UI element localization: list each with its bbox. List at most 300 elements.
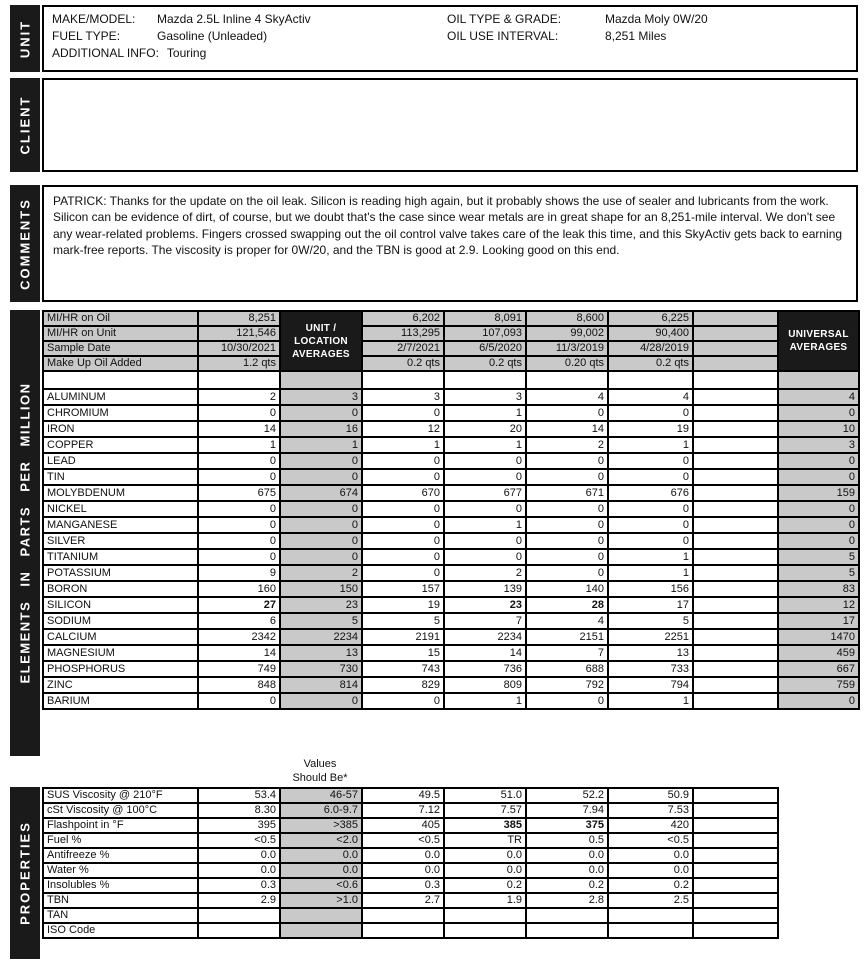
element-history-value: 2191 <box>362 629 444 645</box>
property-history-value: 0.0 <box>444 848 526 863</box>
element-universal-average: 0 <box>778 533 859 549</box>
info-history-value: 11/3/2019 <box>526 341 608 356</box>
element-history-value: 0 <box>608 533 693 549</box>
element-history-value: 676 <box>608 485 693 501</box>
element-name: TITANIUM <box>43 549 198 565</box>
element-history-value: 0 <box>526 469 608 485</box>
element-name: TIN <box>43 469 198 485</box>
element-history-value: 0 <box>362 453 444 469</box>
property-history-value: 49.5 <box>362 788 444 803</box>
element-unit-location-average: 730 <box>280 661 362 677</box>
element-row <box>43 661 859 677</box>
property-should-be-value: 6.0-9.7 <box>280 803 362 818</box>
element-name: LEAD <box>43 453 198 469</box>
element-history-value: 0 <box>608 469 693 485</box>
property-history-value: 0.0 <box>608 863 693 878</box>
element-unit-location-average: 0 <box>280 405 362 421</box>
element-history-value: 1 <box>444 437 526 453</box>
element-current-value: 2342 <box>198 629 280 645</box>
info-history-value: 2/7/2021 <box>362 341 444 356</box>
element-history-value: 0 <box>362 469 444 485</box>
spacer-cell <box>693 405 778 421</box>
element-unit-location-average: 2234 <box>280 629 362 645</box>
element-history-value: 15 <box>362 645 444 661</box>
element-history-value: 0 <box>526 501 608 517</box>
property-row <box>43 923 778 938</box>
property-history-value <box>362 923 444 938</box>
element-history-value: 19 <box>362 597 444 613</box>
element-history-value: 12 <box>362 421 444 437</box>
element-history-value: 19 <box>608 421 693 437</box>
spacer-cell <box>693 788 778 803</box>
comments-section <box>10 185 858 302</box>
element-current-value: 675 <box>198 485 280 501</box>
property-row <box>43 893 778 908</box>
element-current-value: 27 <box>198 597 280 613</box>
element-row <box>43 405 859 421</box>
element-history-value: 1 <box>608 549 693 565</box>
spacer-cell <box>526 371 608 389</box>
property-row <box>43 878 778 893</box>
property-history-value: 2.5 <box>608 893 693 908</box>
element-row <box>43 693 859 709</box>
element-current-value: 14 <box>198 645 280 661</box>
element-universal-average: 459 <box>778 645 859 661</box>
property-history-value: 51.0 <box>444 788 526 803</box>
property-history-value <box>608 908 693 923</box>
info-history-value: 6/5/2020 <box>444 341 526 356</box>
element-history-value: 0 <box>608 501 693 517</box>
spacer-cell <box>693 878 778 893</box>
element-history-value: 736 <box>444 661 526 677</box>
property-current-value: <0.5 <box>198 833 280 848</box>
element-history-value: 0 <box>444 533 526 549</box>
property-history-value: 0.0 <box>444 863 526 878</box>
info-row-label: Sample Date <box>43 341 198 356</box>
property-history-value: 0.0 <box>526 863 608 878</box>
property-name: Water % <box>43 863 198 878</box>
info-current-value: 121,546 <box>198 326 280 341</box>
element-row <box>43 597 859 613</box>
element-history-value: 792 <box>526 677 608 693</box>
spacer-row <box>43 371 859 389</box>
property-history-value: 0.0 <box>362 848 444 863</box>
make-model-label: MAKE/MODEL: <box>52 12 136 26</box>
spacer-cell <box>608 371 693 389</box>
unit-section-bar <box>10 5 40 72</box>
spacer-cell <box>693 565 778 581</box>
element-history-value: 5 <box>608 613 693 629</box>
elements-section-title: ELEMENTS IN PARTS PER MILLION <box>17 382 33 684</box>
element-universal-average: 17 <box>778 613 859 629</box>
info-history-value: 90,400 <box>608 326 693 341</box>
element-name: ALUMINUM <box>43 389 198 405</box>
element-name: SILVER <box>43 533 198 549</box>
element-unit-location-average: 3 <box>280 389 362 405</box>
property-should-be-value: 0.0 <box>280 863 362 878</box>
element-unit-location-average: 13 <box>280 645 362 661</box>
element-current-value: 2 <box>198 389 280 405</box>
element-history-value: 1 <box>444 405 526 421</box>
element-current-value: 0 <box>198 405 280 421</box>
element-universal-average: 3 <box>778 437 859 453</box>
element-name: BARIUM <box>43 693 198 709</box>
property-should-be-value: 0.0 <box>280 848 362 863</box>
element-name: COPPER <box>43 437 198 453</box>
spacer-cell <box>280 371 362 389</box>
elements-table <box>42 310 860 710</box>
property-history-value: TR <box>444 833 526 848</box>
universal-averages-header: UNIVERSAL AVERAGES <box>778 311 859 371</box>
element-universal-average: 0 <box>778 693 859 709</box>
property-row <box>43 788 778 803</box>
element-history-value: 156 <box>608 581 693 597</box>
spacer-cell <box>693 581 778 597</box>
property-row <box>43 818 778 833</box>
element-universal-average: 0 <box>778 469 859 485</box>
property-history-value <box>526 908 608 923</box>
element-history-value: 0 <box>526 565 608 581</box>
property-current-value: 0.0 <box>198 848 280 863</box>
spacer-cell <box>693 517 778 533</box>
client-section <box>10 78 858 172</box>
spacer-cell <box>693 818 778 833</box>
element-history-value: 0 <box>526 693 608 709</box>
element-unit-location-average: 0 <box>280 517 362 533</box>
element-history-value: 0 <box>526 549 608 565</box>
info-history-value: 0.2 qts <box>444 356 526 371</box>
info-history-value: 0.2 qts <box>362 356 444 371</box>
element-unit-location-average: 2 <box>280 565 362 581</box>
property-history-value: 385 <box>444 818 526 833</box>
info-history-value: 99,002 <box>526 326 608 341</box>
property-history-value <box>444 923 526 938</box>
oil-type-value: Mazda Moly 0W/20 <box>605 12 708 26</box>
element-history-value: 1 <box>444 693 526 709</box>
values-note-line1: Values <box>303 758 337 770</box>
element-current-value: 0 <box>198 469 280 485</box>
element-history-value: 0 <box>608 517 693 533</box>
spacer-cell <box>693 421 778 437</box>
info-history-value: 6,202 <box>362 311 444 326</box>
property-row <box>43 908 778 923</box>
element-history-value: 0 <box>362 533 444 549</box>
property-history-value: 7.57 <box>444 803 526 818</box>
element-history-value: 0 <box>362 549 444 565</box>
element-current-value: 0 <box>198 533 280 549</box>
element-history-value: 2 <box>526 437 608 453</box>
element-history-value: 733 <box>608 661 693 677</box>
element-history-value: 677 <box>444 485 526 501</box>
property-should-be-value: <2.0 <box>280 833 362 848</box>
spacer-cell <box>693 389 778 405</box>
element-history-value: 140 <box>526 581 608 597</box>
element-unit-location-average: 0 <box>280 533 362 549</box>
element-history-value: 0 <box>444 453 526 469</box>
properties-section <box>10 787 858 959</box>
property-name: ISO Code <box>43 923 198 938</box>
spacer-cell <box>693 848 778 863</box>
comments-section-bar <box>10 185 40 302</box>
element-unit-location-average: 5 <box>280 613 362 629</box>
element-history-value: 809 <box>444 677 526 693</box>
additional-info-label: ADDITIONAL INFO: <box>52 46 159 60</box>
property-history-value: 7.94 <box>526 803 608 818</box>
info-history-value: 0.2 qts <box>608 356 693 371</box>
unit-row-3 <box>44 46 856 63</box>
element-history-value: 671 <box>526 485 608 501</box>
property-history-value: 0.2 <box>608 878 693 893</box>
element-name: ZINC <box>43 677 198 693</box>
element-history-value: 688 <box>526 661 608 677</box>
property-current-value: 0.0 <box>198 863 280 878</box>
element-history-value: 0 <box>608 453 693 469</box>
property-history-value: 0.2 <box>526 878 608 893</box>
property-current-value: 8.30 <box>198 803 280 818</box>
element-history-value: 7 <box>526 645 608 661</box>
property-should-be-value: 46-57 <box>280 788 362 803</box>
property-should-be-value <box>280 908 362 923</box>
spacer-cell <box>693 469 778 485</box>
element-name: IRON <box>43 421 198 437</box>
element-name: MANGANESE <box>43 517 198 533</box>
property-history-value: <0.5 <box>608 833 693 848</box>
element-history-value: 0 <box>362 565 444 581</box>
info-history-value: 8,091 <box>444 311 526 326</box>
values-note-line2: Should Be* <box>292 772 348 784</box>
element-universal-average: 5 <box>778 565 859 581</box>
element-current-value: 0 <box>198 693 280 709</box>
spacer-cell <box>693 661 778 677</box>
element-current-value: 9 <box>198 565 280 581</box>
element-history-value: 0 <box>526 517 608 533</box>
element-history-value: 1 <box>608 565 693 581</box>
property-history-value: 0.5 <box>526 833 608 848</box>
info-history-value: 113,295 <box>362 326 444 341</box>
property-current-value: 0.3 <box>198 878 280 893</box>
property-history-value: 7.53 <box>608 803 693 818</box>
spacer-cell <box>693 437 778 453</box>
element-row <box>43 565 859 581</box>
element-name: BORON <box>43 581 198 597</box>
fuel-type-label: FUEL TYPE: <box>52 29 121 43</box>
property-row <box>43 833 778 848</box>
element-name: MOLYBDENUM <box>43 485 198 501</box>
element-history-value: 13 <box>608 645 693 661</box>
comments-section-title: COMMENTS <box>17 197 33 290</box>
element-name: SILICON <box>43 597 198 613</box>
info-current-value: 10/30/2021 <box>198 341 280 356</box>
element-history-value: 17 <box>608 597 693 613</box>
property-history-value: 420 <box>608 818 693 833</box>
element-current-value: 0 <box>198 453 280 469</box>
info-row <box>43 356 859 371</box>
element-history-value: 0 <box>444 501 526 517</box>
element-universal-average: 759 <box>778 677 859 693</box>
element-row <box>43 469 859 485</box>
info-row <box>43 341 859 356</box>
element-history-value: 157 <box>362 581 444 597</box>
unit-section <box>10 5 858 72</box>
element-history-value: 829 <box>362 677 444 693</box>
property-history-value: 0.0 <box>362 863 444 878</box>
element-history-value: 14 <box>526 421 608 437</box>
element-row <box>43 581 859 597</box>
element-history-value: 7 <box>444 613 526 629</box>
property-row <box>43 863 778 878</box>
element-history-value: 794 <box>608 677 693 693</box>
element-row <box>43 549 859 565</box>
element-history-value: 0 <box>362 517 444 533</box>
spacer-cell <box>693 908 778 923</box>
element-universal-average: 1470 <box>778 629 859 645</box>
property-name: SUS Viscosity @ 210°F <box>43 788 198 803</box>
property-history-value: 0.3 <box>362 878 444 893</box>
spacer-cell <box>693 803 778 818</box>
spacer-cell <box>693 833 778 848</box>
element-history-value: 0 <box>444 549 526 565</box>
element-history-value: 3 <box>362 389 444 405</box>
element-name: NICKEL <box>43 501 198 517</box>
element-row <box>43 613 859 629</box>
spacer-cell <box>693 453 778 469</box>
unit-location-averages-header: UNIT / LOCATION AVERAGES <box>280 311 362 371</box>
element-history-value: 23 <box>444 597 526 613</box>
property-current-value <box>198 908 280 923</box>
spacer-cell <box>693 613 778 629</box>
spacer-cell <box>693 485 778 501</box>
unit-row-1 <box>44 12 856 29</box>
spacer-cell <box>693 597 778 613</box>
property-history-value: 2.7 <box>362 893 444 908</box>
property-history-value: 7.12 <box>362 803 444 818</box>
element-history-value: 0 <box>608 405 693 421</box>
info-history-value: 107,093 <box>444 326 526 341</box>
element-current-value: 848 <box>198 677 280 693</box>
element-unit-location-average: 1 <box>280 437 362 453</box>
oil-type-field <box>447 12 708 26</box>
element-history-value: 28 <box>526 597 608 613</box>
element-unit-location-average: 0 <box>280 453 362 469</box>
element-universal-average: 5 <box>778 549 859 565</box>
element-history-value: 4 <box>608 389 693 405</box>
spacer-cell <box>693 371 778 389</box>
element-row <box>43 629 859 645</box>
oil-type-label: OIL TYPE & GRADE: <box>447 12 562 26</box>
property-history-value <box>608 923 693 938</box>
element-history-value: 0 <box>362 693 444 709</box>
element-universal-average: 159 <box>778 485 859 501</box>
element-universal-average: 0 <box>778 405 859 421</box>
property-history-value: <0.5 <box>362 833 444 848</box>
element-history-value: 1 <box>608 437 693 453</box>
client-box <box>42 78 858 172</box>
element-unit-location-average: 0 <box>280 693 362 709</box>
element-row <box>43 389 859 405</box>
spacer-cell <box>693 501 778 517</box>
element-unit-location-average: 674 <box>280 485 362 501</box>
property-history-value: 375 <box>526 818 608 833</box>
oil-interval-label: OIL USE INTERVAL: <box>447 29 559 43</box>
property-name: Insolubles % <box>43 878 198 893</box>
elements-section-bar <box>10 310 40 756</box>
property-history-value: 0.0 <box>608 848 693 863</box>
element-history-value: 1 <box>362 437 444 453</box>
info-history-value: 0.20 qts <box>526 356 608 371</box>
spacer-cell <box>362 371 444 389</box>
spacer-cell <box>693 533 778 549</box>
property-name: cSt Viscosity @ 100°C <box>43 803 198 818</box>
oil-interval-field <box>447 29 666 43</box>
property-row <box>43 848 778 863</box>
element-current-value: 749 <box>198 661 280 677</box>
element-history-value: 743 <box>362 661 444 677</box>
element-current-value: 0 <box>198 517 280 533</box>
spacer-cell <box>778 371 859 389</box>
property-history-value: 1.9 <box>444 893 526 908</box>
element-name: PHOSPHORUS <box>43 661 198 677</box>
element-history-value: 4 <box>526 613 608 629</box>
element-history-value: 14 <box>444 645 526 661</box>
unit-box <box>42 5 858 72</box>
element-unit-location-average: 814 <box>280 677 362 693</box>
element-row <box>43 437 859 453</box>
element-row <box>43 645 859 661</box>
property-name: TBN <box>43 893 198 908</box>
element-unit-location-average: 150 <box>280 581 362 597</box>
element-history-value: 2 <box>444 565 526 581</box>
comments-text: PATRICK: Thanks for the update on the oil leak. Silicon is reading high again, but it probably shows the use of sealer and lubricants from the work. Silicon can be evidence of dirt, of course, but we doubt that's the case since wear metals are in great shape for an 8,251-mile interval. We don't see any wear-related problems. Fingers crossed swapping out the oil control valve takes care of the leak this time, and this SkyActiv gets back to earning mark-free reports. The viscosity is proper for 0W/20, and the TBN is good at 2.9. Looking good on this end. <box>53 194 843 258</box>
element-history-value: 4 <box>526 389 608 405</box>
element-universal-average: 83 <box>778 581 859 597</box>
client-section-title: CLIENT <box>17 95 33 155</box>
make-model-value: Mazda 2.5L Inline 4 SkyActiv <box>157 12 311 26</box>
element-history-value: 0 <box>526 405 608 421</box>
element-history-value: 0 <box>362 405 444 421</box>
info-history-value: 6,225 <box>608 311 693 326</box>
properties-section-title: PROPERTIES <box>17 821 33 925</box>
element-universal-average: 10 <box>778 421 859 437</box>
element-name: CHROMIUM <box>43 405 198 421</box>
element-universal-average: 4 <box>778 389 859 405</box>
property-should-be-value: >385 <box>280 818 362 833</box>
spacer-cell <box>43 371 198 389</box>
unit-row-2 <box>44 29 856 46</box>
element-current-value: 0 <box>198 501 280 517</box>
element-name: CALCIUM <box>43 629 198 645</box>
element-row <box>43 421 859 437</box>
element-history-value: 670 <box>362 485 444 501</box>
property-current-value <box>198 923 280 938</box>
property-history-value <box>362 908 444 923</box>
element-unit-location-average: 0 <box>280 549 362 565</box>
property-history-value <box>444 908 526 923</box>
property-history-value: 50.9 <box>608 788 693 803</box>
property-current-value: 395 <box>198 818 280 833</box>
properties-table <box>42 787 779 939</box>
element-unit-location-average: 0 <box>280 469 362 485</box>
element-current-value: 0 <box>198 549 280 565</box>
element-history-value: 20 <box>444 421 526 437</box>
property-name: Antifreeze % <box>43 848 198 863</box>
info-row-label: MI/HR on Unit <box>43 326 198 341</box>
fuel-type-value: Gasoline (Unleaded) <box>157 29 268 43</box>
info-current-value: 1.2 qts <box>198 356 280 371</box>
element-universal-average: 12 <box>778 597 859 613</box>
spacer-cell <box>693 893 778 908</box>
element-row <box>43 677 859 693</box>
elements-section <box>10 310 858 756</box>
